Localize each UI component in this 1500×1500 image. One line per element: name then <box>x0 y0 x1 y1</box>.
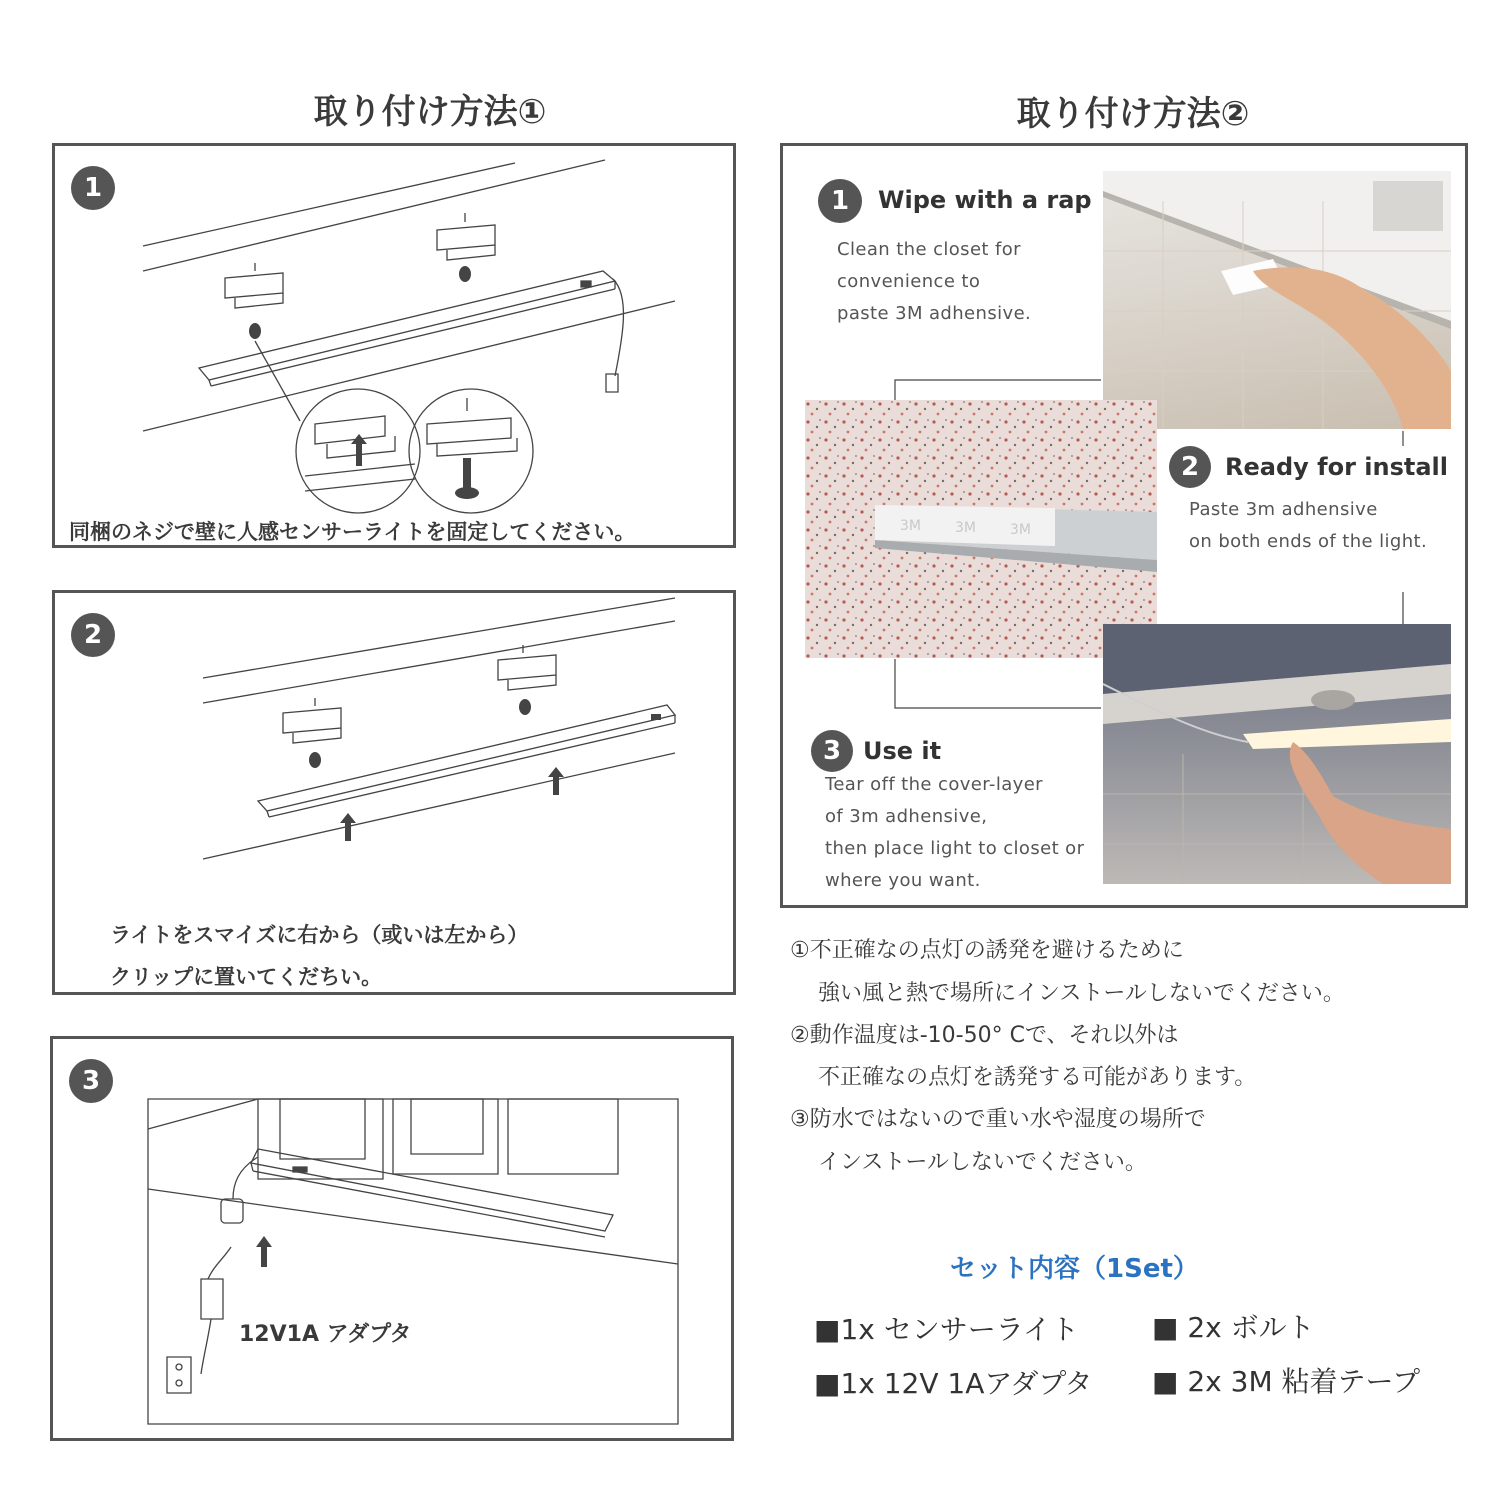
set-item-adapter: ■1x 12V 1Aアダプタ <box>814 1367 1093 1400</box>
adhesive-strip-photo <box>805 400 1157 658</box>
adhesive-install-panel <box>780 143 1468 908</box>
step-2-caption-line-2: クリップに置いてくだちい。 <box>110 965 383 989</box>
svg-text:3M: 3M <box>900 518 921 534</box>
set-item-3m-tape: ■ 2x 3M 粘着テープ <box>1152 1365 1421 1398</box>
method-2-step-3-title: Use it <box>863 737 942 765</box>
step-number-badge: 3 <box>69 1059 113 1103</box>
method-2-step-3-badge: 3 <box>811 730 853 772</box>
method-2-step-2-title: Ready for install <box>1225 453 1448 481</box>
install-step-2-panel <box>52 590 736 995</box>
method-2-step-3-desc: Tear off the cover-layer of 3m adhensive, then place light to closet or where you want. <box>825 774 1085 891</box>
adapter-label: 12V1A アダプタ <box>239 1322 412 1347</box>
note-line-2: 強い風と熱で場所にインストールしないでください。 <box>818 981 1345 1006</box>
wall-mount-screw-diagram <box>55 146 733 545</box>
installed-light-photo <box>1103 624 1451 884</box>
step-number-badge: 1 <box>71 166 115 210</box>
method-2-step-2-badge: 2 <box>1169 446 1211 488</box>
method-2-step-2-desc: Paste 3m adhensive on both ends of the light. <box>1189 499 1428 552</box>
method-2-heading: 取り付け方法② <box>1016 94 1250 134</box>
set-item-sensor-light: ■1x センサーライト <box>814 1313 1079 1346</box>
step-1-caption: 同梱のネジで壁に人感センサーライトを固定してください。 <box>69 520 636 544</box>
method-2-step-1-desc: Clean the closet for convenience to paste 3M adhensive. <box>837 239 1032 324</box>
note-line-3: ②動作温度は-10-50° Cで、それ以外は <box>790 1023 1179 1048</box>
wipe-shelf-photo <box>1103 171 1451 429</box>
note-line-5: ③防水ではないので重い水や湿度の場所で <box>790 1107 1206 1132</box>
install-step-3-panel <box>50 1036 734 1441</box>
method-1-heading: 取り付け方法① <box>313 92 547 132</box>
method-2-step-1-badge: 1 <box>818 179 862 223</box>
note-line-6: インストールしないでください。 <box>818 1150 1147 1175</box>
method-2-step-1-title: Wipe with a rap <box>878 186 1092 214</box>
step-number-badge: 2 <box>71 613 115 657</box>
step-2-caption-line-1: ライトをスマイズに右から（或いは左から） <box>110 923 529 947</box>
note-line-1: ①不正確なの点灯の誘発を避けるために <box>790 938 1184 963</box>
svg-text:3M: 3M <box>1010 522 1031 538</box>
svg-text:3M: 3M <box>955 520 976 536</box>
set-contents-title: セット内容（1Set） <box>950 1254 1199 1284</box>
note-line-4: 不正確なの点灯を誘発する可能があります。 <box>818 1065 1257 1090</box>
set-item-bolts: ■ 2x ボルト <box>1152 1311 1315 1344</box>
adapter-connection-diagram <box>53 1039 731 1438</box>
install-step-1-panel <box>52 143 736 548</box>
